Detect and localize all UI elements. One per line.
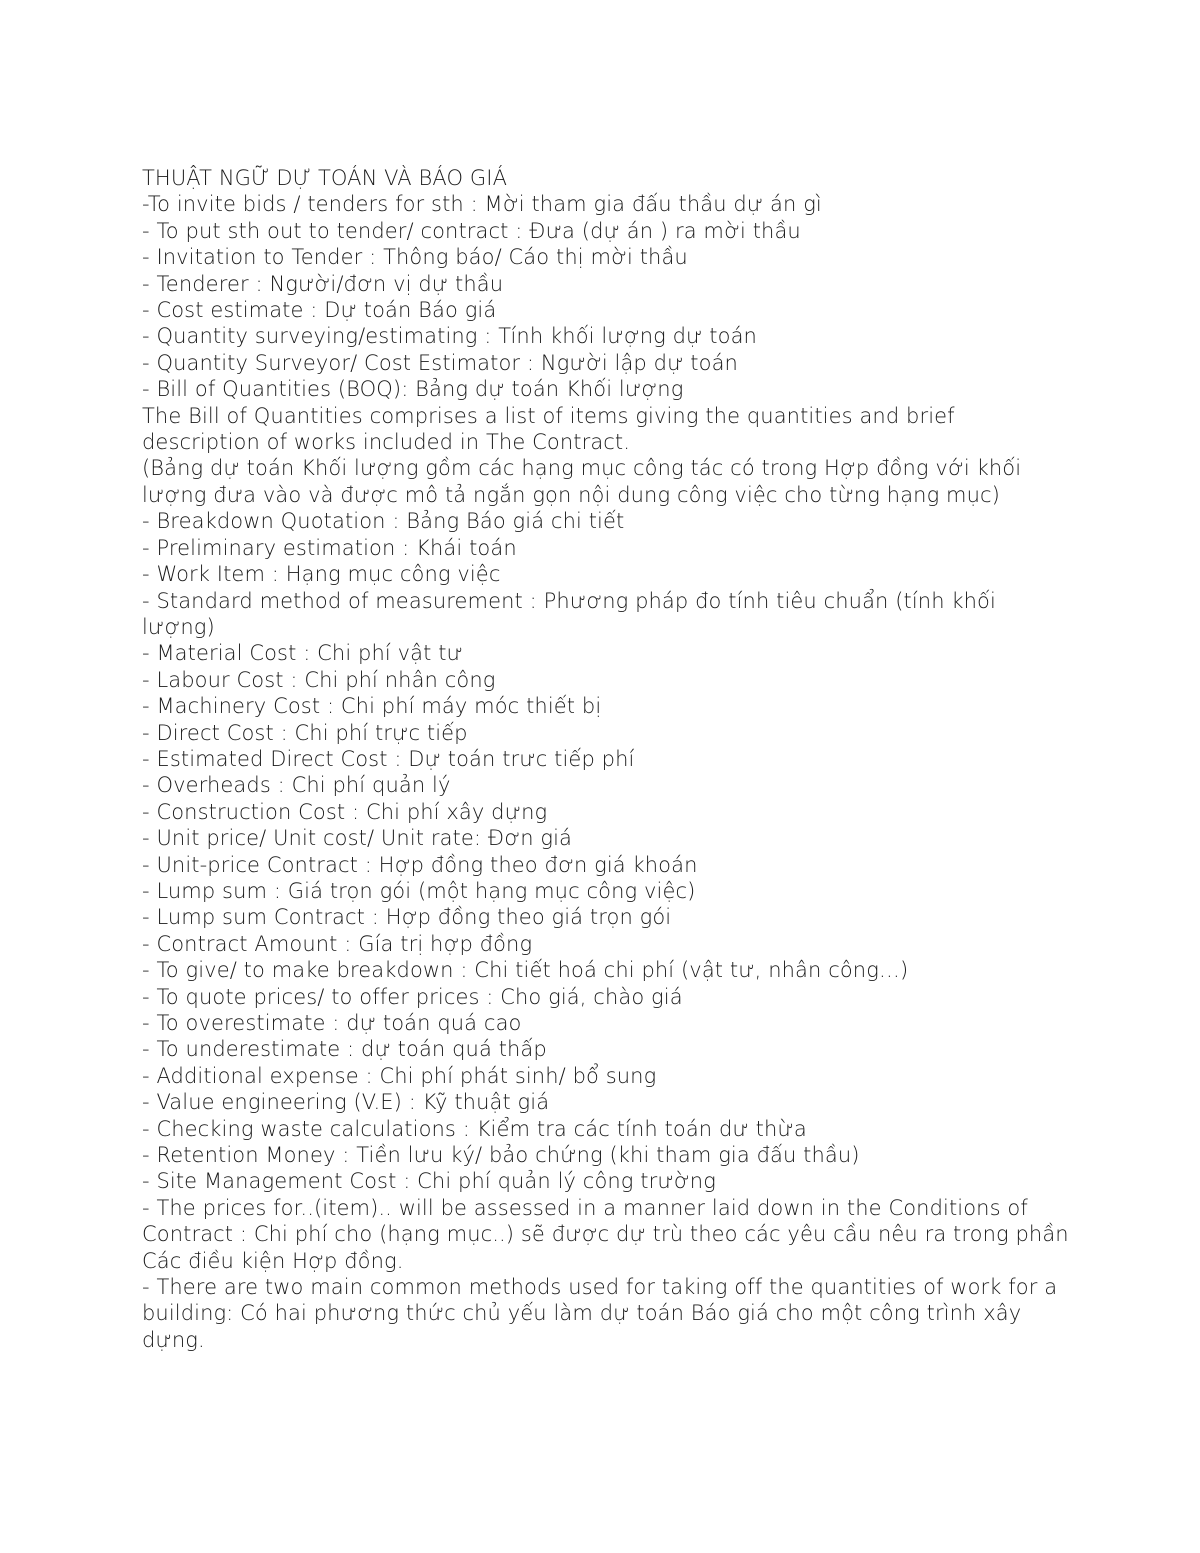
text-line: - To put sth out to tender/ contract : Đưa (dự án ) ra mời thầu [142,218,801,243]
text-line: - Labour Cost : Chi phí nhân công [142,667,496,692]
text-line: - Estimated Direct Cost : Dự toán trưc tiếp phí [142,746,635,771]
text-line: - Material Cost : Chi phí vật tư [142,641,463,666]
text-line: - Machinery Cost : Chi phí máy móc thiết bị [142,694,602,719]
text-line: - Direct Cost : Chi phí trực tiếp [142,720,468,745]
text-line: - Cost estimate : Dự toán Báo giá [142,298,497,323]
text-line: - Quantity Surveyor/ Cost Estimator : Người lập dự toán [142,350,738,375]
text-line: - Quantity surveying/estimating : Tính khối lượng dự toán [142,324,757,349]
document-title: THUẬT NGỮ DỰ TOÁN VÀ BÁO GIÁ [142,166,508,190]
document-body [142,165,1072,1353]
text-paragraph: - The prices for..(item).. will be assessed in a manner laid down in the Conditions of Contract : Chi phí cho (hạng mục..) sẽ được dự trù theo các yêu cầu nêu ra trong phần Các điều kiện Hợp đồng. [142,1195,1069,1273]
text-line: - Unit-price Contract : Hợp đồng theo đơn giá khoán [142,852,698,877]
text-line: - Construction Cost : Chi phí xây dựng [142,799,548,824]
text-paragraph: The Bill of Quantities comprises a list of items giving the quantities and brief description of works included in The Contract. [142,403,955,455]
text-paragraph: (Bảng dự toán Khối lượng gồm các hạng mục công tác có trong Hợp đồng với khối lượng đưa vào và được mô tả ngắn gọn nội dung công việc cho từng hạng mục) [142,456,1022,507]
text-line: - Bill of Quantities (BOQ): Bảng dự toán Khối lượng [142,377,684,402]
text-line: - Lump sum Contract : Hợp đồng theo giá trọn gói [142,905,672,930]
text-line: - Retention Money : Tiền lưu ký/ bảo chứng (khi tham gia đấu thầu) [142,1143,860,1168]
text-line: - Work Item : Hạng mục công việc [142,562,501,587]
text-paragraph: - There are two main common methods used for taking off the quantities of work for a building: Có hai phương thức chủ yếu làm dự toán Báo giá cho một công trình xây dựng. [142,1275,1058,1352]
text-line: - To quote prices/ to offer prices : Cho giá, chào giá [142,984,683,1009]
text-line: - To overestimate : dự toán quá cao [142,1011,522,1035]
text-line: - Standard method of measurement : Phương pháp đo tính tiêu chuẩn (tính khối lượng) [142,588,996,639]
text-line: - To underestimate : dự toán quá thấp [142,1037,547,1062]
text-line: - Additional expense : Chi phí phát sinh/ bổ sung [142,1063,657,1088]
text-line: - To give/ to make breakdown : Chi tiết hoá chi phí (vật tư, nhân công…) [142,958,909,983]
text-line: - Unit price/ Unit cost/ Unit rate: Đơn giá [142,826,573,851]
text-line: - Lump sum : Giá trọn gói (một hạng mục công việc) [142,878,696,903]
text-line: - Tenderer : Người/đơn vị dự thầu [142,271,504,296]
text-line: - Value engineering (V.E) : Kỹ thuật giá [142,1090,550,1115]
text-line: - Site Management Cost : Chi phí quản lý công trường [142,1169,716,1194]
text-line: - Preliminary estimation : Khái toán [142,535,517,560]
text-line: - Checking waste calculations : Kiểm tra các tính toán dư thừa [142,1116,807,1141]
text-line: -To invite bids / tenders for sth : Mời tham gia đấu thầu dự án gì [142,192,822,217]
text-line: - Overheads : Chi phí quản lý [142,773,451,798]
text-line: - Breakdown Quotation : Bảng Báo giá chi tiết [142,509,625,534]
text-line: - Invitation to Tender : Thông báo/ Cáo thị mời thầu [142,245,688,270]
text-line: - Contract Amount : Gía trị hợp đồng [142,931,533,956]
